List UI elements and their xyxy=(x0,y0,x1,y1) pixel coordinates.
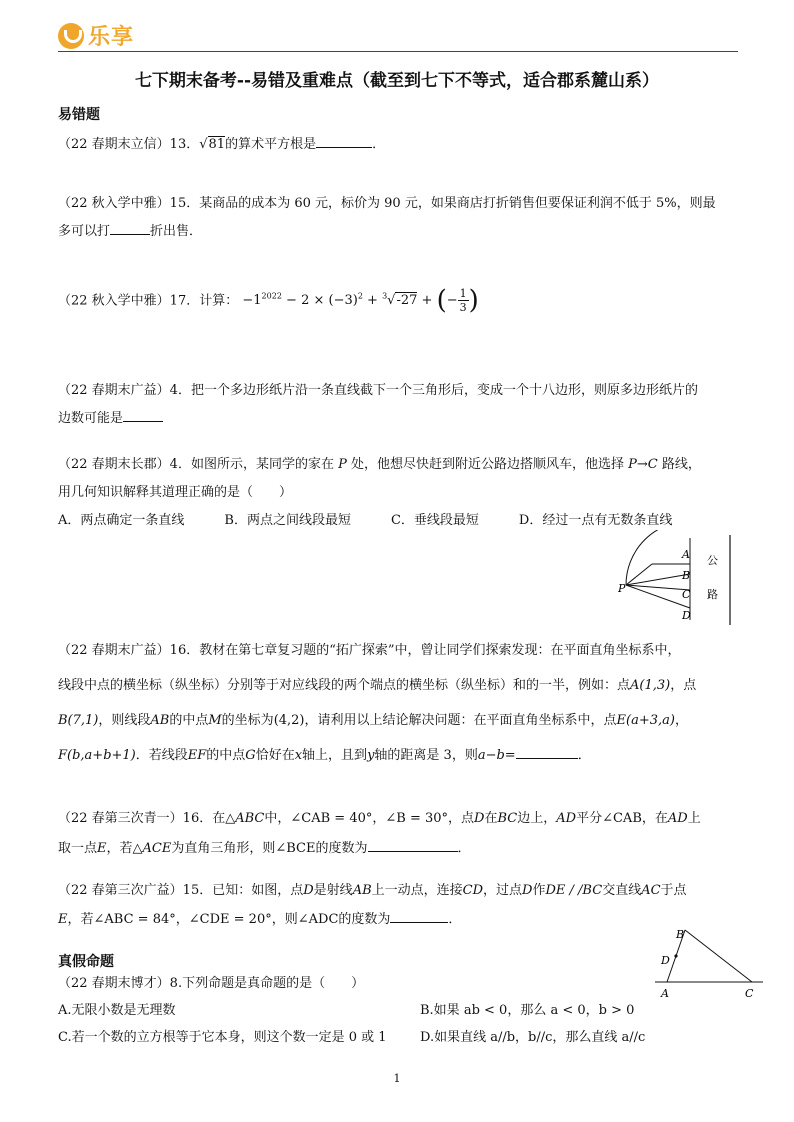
question-4: （22 春期末广益）4．把一个多边形纸片沿一条直线截下一个三角形后，变成一个十八边形，则原多边形纸片的 边数可能是 xyxy=(58,383,698,426)
label-a: A xyxy=(682,548,690,561)
question-9: （22 春期末博才）8.下列命题是真命题的是（ ） A.无限小数是无理数 B.如果 ab < 0，那么 a < 0，b > 0 C.若一个数的立方根等于它本身，则这个数一定是 0 或 1 D.如果直线 a//b，b//c，那么直线 a//c xyxy=(58,970,740,1051)
option-d[interactable]: D.如果直线 a//b，b//c，那么直线 a//c xyxy=(420,1030,646,1045)
page-number: 1 xyxy=(393,1072,401,1085)
logo-icon xyxy=(58,23,84,49)
line-pd xyxy=(626,585,690,608)
point-d xyxy=(674,954,677,957)
question-1: （22 春期末立信）13．√81的算术平方根是 ． xyxy=(58,131,740,159)
question-2: （22 秋入学中雅）15．某商品的成本为 60 元，标价为 90 元，如果商店打折销售但要保证利润不低于 5%，则最 多可以打 折出售． xyxy=(58,196,716,239)
label-a: A xyxy=(661,987,669,1000)
option-b[interactable]: B.如果 ab < 0，那么 a < 0，b > 0 xyxy=(420,1003,635,1018)
line-pb xyxy=(626,574,690,585)
label-d: D xyxy=(661,954,670,967)
question-3: （22 秋入学中雅）17．计算： $-1^{2022} - 2 \times (-3)^2 + ^3√-27$ + (− $\frac{1}{3}$ ) xyxy=(58,285,479,316)
question-source: （22 春第三次广益）15． xyxy=(58,883,213,898)
question-6: （22 春期末广益）16．教材在第七章复习题的“拓广探索”中，曾让同学们探索发现：在平面直角坐标系中， 线段中点的横坐标（纵坐标）分别等于对应线段的两个端点的横坐标（纵坐标）和的一半，例如：点A(1,3)，点 B(7,1)，则线段AB的中点M的坐标为(4,2)，请利用以上结论解决问题：在平面直角坐标系中，点E(a+3,a)， F(b,a+b+1)．若线段EF的中点G恰好在x轴上，且到y轴的距离是 3，则a−b= ． xyxy=(58,643,697,763)
answer-blank[interactable] xyxy=(368,837,458,852)
question-source: （22 春期末广益）16． xyxy=(58,643,200,658)
label-road-2: 路 xyxy=(707,588,718,601)
answer-blank[interactable] xyxy=(110,220,150,235)
math-expression: $-1^{2022} - 2 \times (-3)^2 + ^3√-27$ + (− $\frac{1}{3}$ ) xyxy=(242,285,479,316)
question-source: （22 春第三次青一）16． xyxy=(58,811,213,826)
logo-text: 乐享 xyxy=(88,25,135,50)
question-8: （22 春第三次广益）15．已知：如图，点D是射线AB上一动点，连接CD，过点D作DE / /BC交直线AC于点 E，若∠ABC = 84°，∠CDE = 20°，则∠ADC的度数为 ． xyxy=(58,883,687,927)
label-b: B xyxy=(682,569,691,582)
option-a[interactable]: A．两点确定一条直线 xyxy=(58,513,185,528)
answer-blank[interactable] xyxy=(516,744,578,759)
question-source: （22 春期末立信）13． xyxy=(58,137,200,152)
page-header xyxy=(58,18,738,50)
option-c[interactable]: C．垂线段最短 xyxy=(390,513,479,528)
option-c[interactable]: C.若一个数的立方根等于它本身，则这个数一定是 0 或 1 xyxy=(58,1030,387,1045)
answer-blank[interactable] xyxy=(390,908,448,923)
question-source: （22 秋入学中雅）15． xyxy=(58,196,200,211)
label-d: D xyxy=(682,609,691,622)
section-heading-errors: 易错题 xyxy=(58,107,100,123)
label-p: P xyxy=(618,582,626,595)
label-b: B xyxy=(676,928,685,941)
answer-blank[interactable] xyxy=(123,407,163,422)
option-a[interactable]: A.无限小数是无理数 xyxy=(58,1003,176,1018)
header-divider xyxy=(58,51,738,52)
question-5: （22 春期末长郡）4．如图所示，某同学的家在 P 处，他想尽快赶到附近公路边搭顺风车，他选择 P→C 路线， 用几何知识解释其道理正确的是（ ） A．两点确定一条直线 B．两点之间线段最短 C．垂线段最短 D．经过一点有无数条直线 xyxy=(58,451,740,535)
line-pc xyxy=(626,585,690,590)
question-source: （22 秋入学中雅）17． xyxy=(58,293,200,309)
line-pa xyxy=(626,564,652,585)
answer-blank[interactable] xyxy=(316,133,372,148)
sqrt-expression: √81 xyxy=(199,137,226,152)
section-heading-propositions: 真假命题 xyxy=(58,954,114,970)
question-source: （22 春期末长郡）4． xyxy=(58,457,191,472)
label-road-1: 公 xyxy=(707,554,718,567)
option-b[interactable]: B．两点之间线段最短 xyxy=(224,513,351,528)
label-c: C xyxy=(682,588,691,601)
question-source: （22 春期末博才）8. xyxy=(58,976,183,991)
document-title: 七下期末备考--易错及重难点（截至到七下不等式，适合郡系麓山系） xyxy=(134,71,660,91)
question-7: （22 春第三次青一）16．在△ABC中，∠CAB = 40°，∠B = 30°，点D在BC边上，AD平分∠CAB，在AD上 取一点E，若△ACE为直角三角形，则∠BCE的度数为 ． xyxy=(58,811,701,856)
road-path-figure xyxy=(618,530,742,625)
brand-logo xyxy=(58,20,134,51)
option-d[interactable]: D．经过一点有无数条直线 xyxy=(518,513,673,528)
label-c: C xyxy=(745,987,754,1000)
question-source: （22 春期末广益）4． xyxy=(58,383,191,398)
